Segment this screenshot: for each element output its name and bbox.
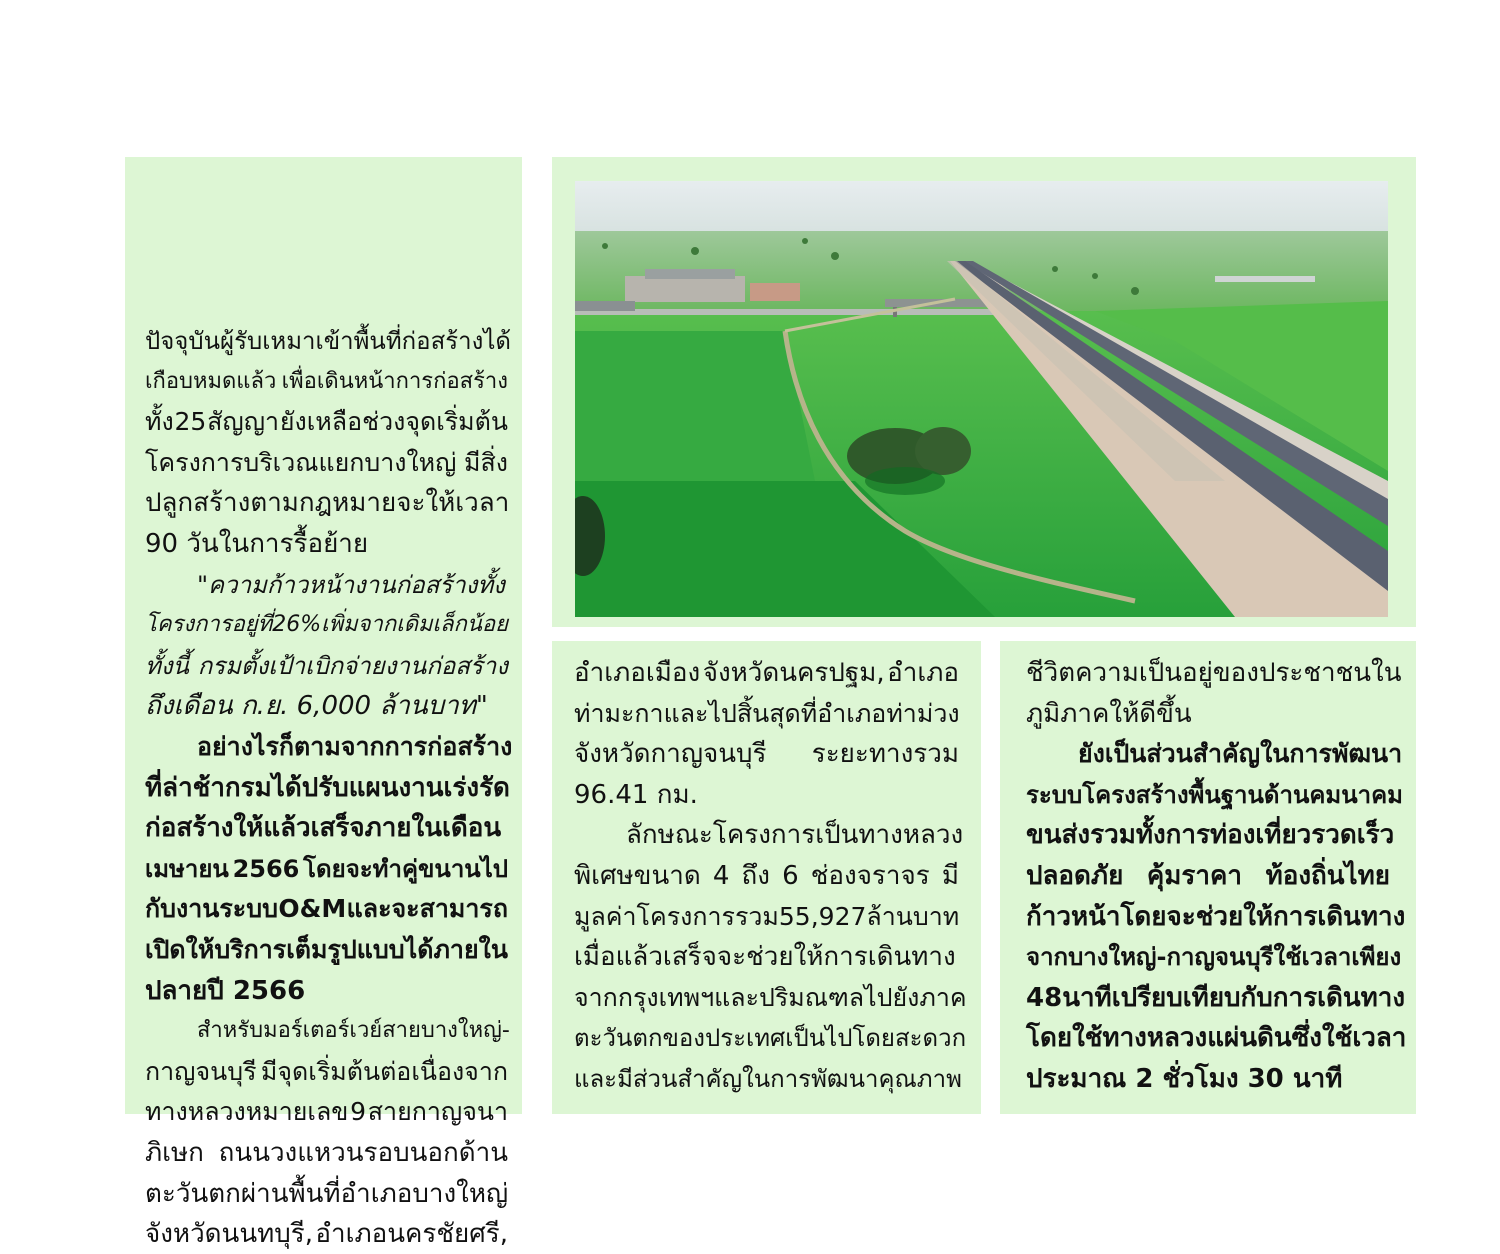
column-3-line: ประมาณ 2 ชั่วโมง 30 นาที <box>1026 1064 1343 1094</box>
column-1-line: โครงการอยู่ที่ 26% เพิ่มจากเดิมเล็กน้อย <box>145 612 508 638</box>
column-2-line: จากกรุงเทพฯและปริมณฑลไปยังภาค <box>574 982 967 1012</box>
column-2-line: อำเภอเมือง จังหวัดนครปฐม, อำเภอ <box>574 658 959 688</box>
column-1-line: ภิเษก ถนนวงแหวนรอบนอกด้าน <box>145 1138 508 1168</box>
column-2-line: เมื่อแล้วเสร็จจะช่วยให้การเดินทาง <box>574 942 956 973</box>
column-1-line: ปลูกสร้าง ตามกฎหมายจะให้เวลา <box>145 488 510 519</box>
column-3-line: ภูมิภาคให้ดีขึ้น <box>1026 698 1192 729</box>
column-1-line: 90 วันในการรื้อย้าย <box>145 529 369 559</box>
motorway-aerial-photo <box>575 181 1388 617</box>
column-3-line: ปลอดภัย คุ้มราคา ท้องถิ่นไทย <box>1026 861 1390 891</box>
article-column-3 <box>1000 641 1416 1114</box>
column-1-line: ปัจจุบันผู้รับเหมาเข้าพื้นที่ก่อสร้างได้ <box>145 327 511 355</box>
column-1-line: กาญจนบุรี มีจุดเริ่มต้นต่อเนื่องจาก <box>145 1056 508 1086</box>
column-2-line: ลักษณะโครงการเป็นทางหลวง <box>626 820 964 851</box>
column-1-line: ทั้งนี้ กรมตั้งเป้าเบิกจ่ายงานก่อสร้าง <box>145 651 508 680</box>
column-1-line: ตะวันตก ผ่านพื้นที่อำเภอบางใหญ่ <box>145 1178 509 1209</box>
column-1-line: จังหวัดนนทบุรี, อำเภอนครชัยศรี, <box>145 1219 508 1250</box>
article-column-2 <box>552 641 981 1114</box>
column-3-line: ก้าวหน้า โดยจะช่วยให้การเดินทาง <box>1026 901 1406 932</box>
column-1-line: เกือบหมดแล้ว เพื่อเดินหน้าการก่อสร้าง <box>145 368 508 394</box>
column-2-line: ตะวันตกของประเทศ เป็นไปโดยสะดวก <box>574 1024 967 1053</box>
column-3-line: โดยใช้ทางหลวงแผ่นดินซึ่งใช้เวลา <box>1026 1023 1407 1054</box>
column-3-line: 48 นาที เปรียบเทียบกับการเดินทาง <box>1026 982 1406 1013</box>
column-3-line: จากบางใหญ่-กาญจนบุรี ใช้เวลาเพียง <box>1026 943 1402 972</box>
column-1-line: โครงการบริเวณแยกบางใหญ่ มีสิ่ง <box>145 447 508 477</box>
column-1-line: ก่อสร้างให้แล้วเสร็จภายในเดือน <box>145 813 502 844</box>
column-1-line: เมษายน 2566 โดยจะทำคู่ขนานไป <box>145 854 508 883</box>
column-3-line: ระบบโครงสร้างพื้นฐาน ด้านคมนาคม <box>1026 780 1403 809</box>
column-2-line: 96.41 กม. <box>574 779 698 810</box>
photo-panel <box>552 157 1416 627</box>
column-1-line: อย่างไรก็ตาม จากการก่อสร้าง <box>197 732 513 761</box>
column-1-line: เปิดให้บริการเต็มรูปแบบได้ภายใน <box>145 935 508 964</box>
column-3-line: ยังเป็นส่วนสำคัญในการพัฒนา <box>1078 739 1403 769</box>
column-1-line: ปลายปี 2566 <box>145 975 306 1006</box>
column-1-line: ถึงเดือน ก.ย. 6,000 ล้านบาท" <box>145 691 488 722</box>
column-3-line: ขนส่ง รวมทั้งการท่องเที่ยว รวดเร็ว <box>1026 820 1395 851</box>
column-1-line: "ความก้าวหน้างานก่อสร้างทั้ง <box>197 570 505 599</box>
column-1-line: ทางหลวงหมายเลข 9 สายกาญจนา <box>145 1097 508 1127</box>
column-3-line: ชีวิตความเป็นอยู่ของประชาชนใน <box>1026 658 1402 688</box>
column-2-line: จังหวัดกาญจนบุรี ระยะทางรวม <box>574 739 959 770</box>
column-1-line: ทั้ง 25 สัญญา ยังเหลือช่วงจุดเริ่มต้น <box>145 407 508 437</box>
column-1-line: ที่ล่าช้า กรมได้ปรับแผนงานเร่งรัด <box>145 772 510 803</box>
column-1-line: กับงานระบบ O&M และจะสามารถ <box>145 894 508 924</box>
column-2-line: พิเศษขนาด 4 ถึง 6 ช่องจราจร มี <box>574 861 959 891</box>
column-2-line: ท่ามะกา และไปสิ้นสุดที่อำเภอท่าม่วง <box>574 698 960 728</box>
column-2-line: และมีส่วนสำคัญในการพัฒนาคุณภาพ <box>574 1065 962 1093</box>
column-1-line: สำหรับมอร์เตอร์เวย์สายบางใหญ่- <box>197 1018 510 1044</box>
article-column-1 <box>125 157 522 1250</box>
column-2-line: มูลค่าโครงการรวม 55,927 ล้านบาท <box>574 901 960 931</box>
